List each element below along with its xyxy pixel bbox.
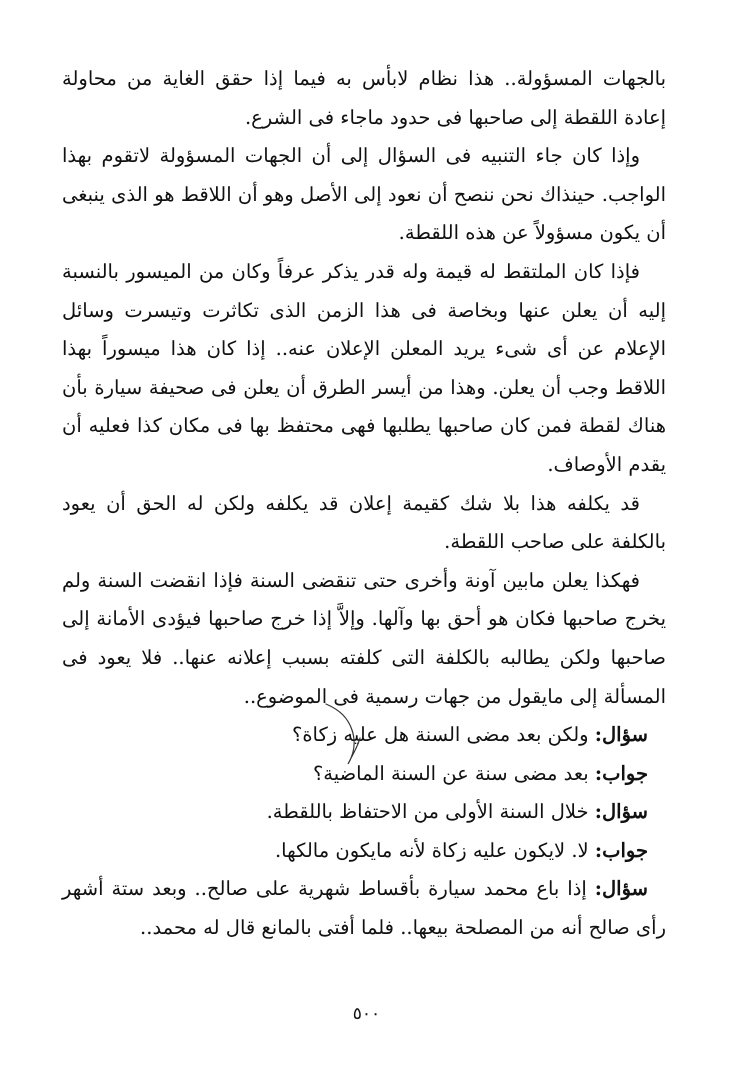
qa-label: سؤال: (594, 877, 648, 901)
qa-label: سؤال: (594, 723, 648, 747)
qa-text: خلال السنة الأولى من الاحتفاظ باللقطة. (266, 800, 589, 824)
qa-text: إذا باع محمد سيارة بأقساط شهرية على صالح.. وبعد ستة أشهر رأى صالح أنه من المصلحة بيعها.. فلما أفتى بالمانع قال له محمد.. (62, 877, 666, 940)
paragraph-3: فإذا كان الملتقط له قيمة وله قدر يذكر عرفاً وكان من الميسور بالنسبة إليه أن يعلن عنها وبخاصة فى هذا الزمن الذى تكاثرت وتيسرت وسائل الإعلام عن أى شىء يريد المعلن الإعلان عنه.. إذا كان هذا ميسوراً بهذا اللاقط وجب أن يعلن. وهذا من أيسر الطرق أن يعلن فى صحيفة سيارة بأن هناك لقطة فمن كان صاحبها يطلبها فهى محتفظ بها فى مكان كذا فعليه أن يقدم الأوصاف. (62, 259, 666, 476)
qa-item-answer-2 (62, 832, 666, 871)
qa-item-question-2 (62, 793, 666, 832)
qa-text: بعد مضى سنة عن السنة الماضية؟ (312, 761, 589, 785)
qa-item-question-3 (62, 870, 666, 947)
page-number: ٥٠٠ (352, 1004, 381, 1024)
paragraph-4: قد يكلفه هذا بلا شك كقيمة إعلان قد يكلفه ولكن له الحق أن يعود بالكلفة على صاحب اللقطة. (62, 491, 666, 554)
qa-label: جواب: (594, 761, 648, 785)
page-body (62, 60, 666, 948)
qa-text: ولكن بعد مضى السنة هل عليه زكاة؟ (291, 723, 589, 747)
qa-item-answer-1 (62, 755, 666, 794)
qa-label: سؤال: (594, 800, 648, 824)
paragraph-1: بالجهات المسؤولة.. هذا نظام لابأس به فيما إذا حقق الغاية من محاولة إعادة اللقطة إلى صاحبها فى حدود ماجاء فى الشرع. (62, 67, 666, 129)
qa-text: لا. لايكون عليه زكاة لأنه مايكون مالكها. (274, 838, 589, 862)
paragraph-5: فهكذا يعلن مابين آونة وأخرى حتى تنقضى السنة فإذا انقضت السنة ولم يخرج صاحبها فكان هو أحق بها وآلها. وإلاَّ إذا خرج صاحبها فيؤدى الأمانة إلى صاحبها ولكن يطالبه بالكلفة التى كلفته بسبب إعلانه عنها.. فلا يعود فى المسألة إلى مايقول من جهات رسمية فى الموضوع.. (62, 568, 666, 708)
qa-item-question-1 (62, 716, 666, 755)
qa-label: جواب: (594, 838, 648, 862)
paragraph-2: وإذا كان جاء التنبيه فى السؤال إلى أن الجهات المسؤولة لاتقوم بهذا الواجب. حينذاك نحن ننصح أن نعود إلى الأصل وهو أن اللاقط هو الذى ينبغى أن يكون مسؤولاً عن هذه اللقطة. (62, 144, 666, 245)
